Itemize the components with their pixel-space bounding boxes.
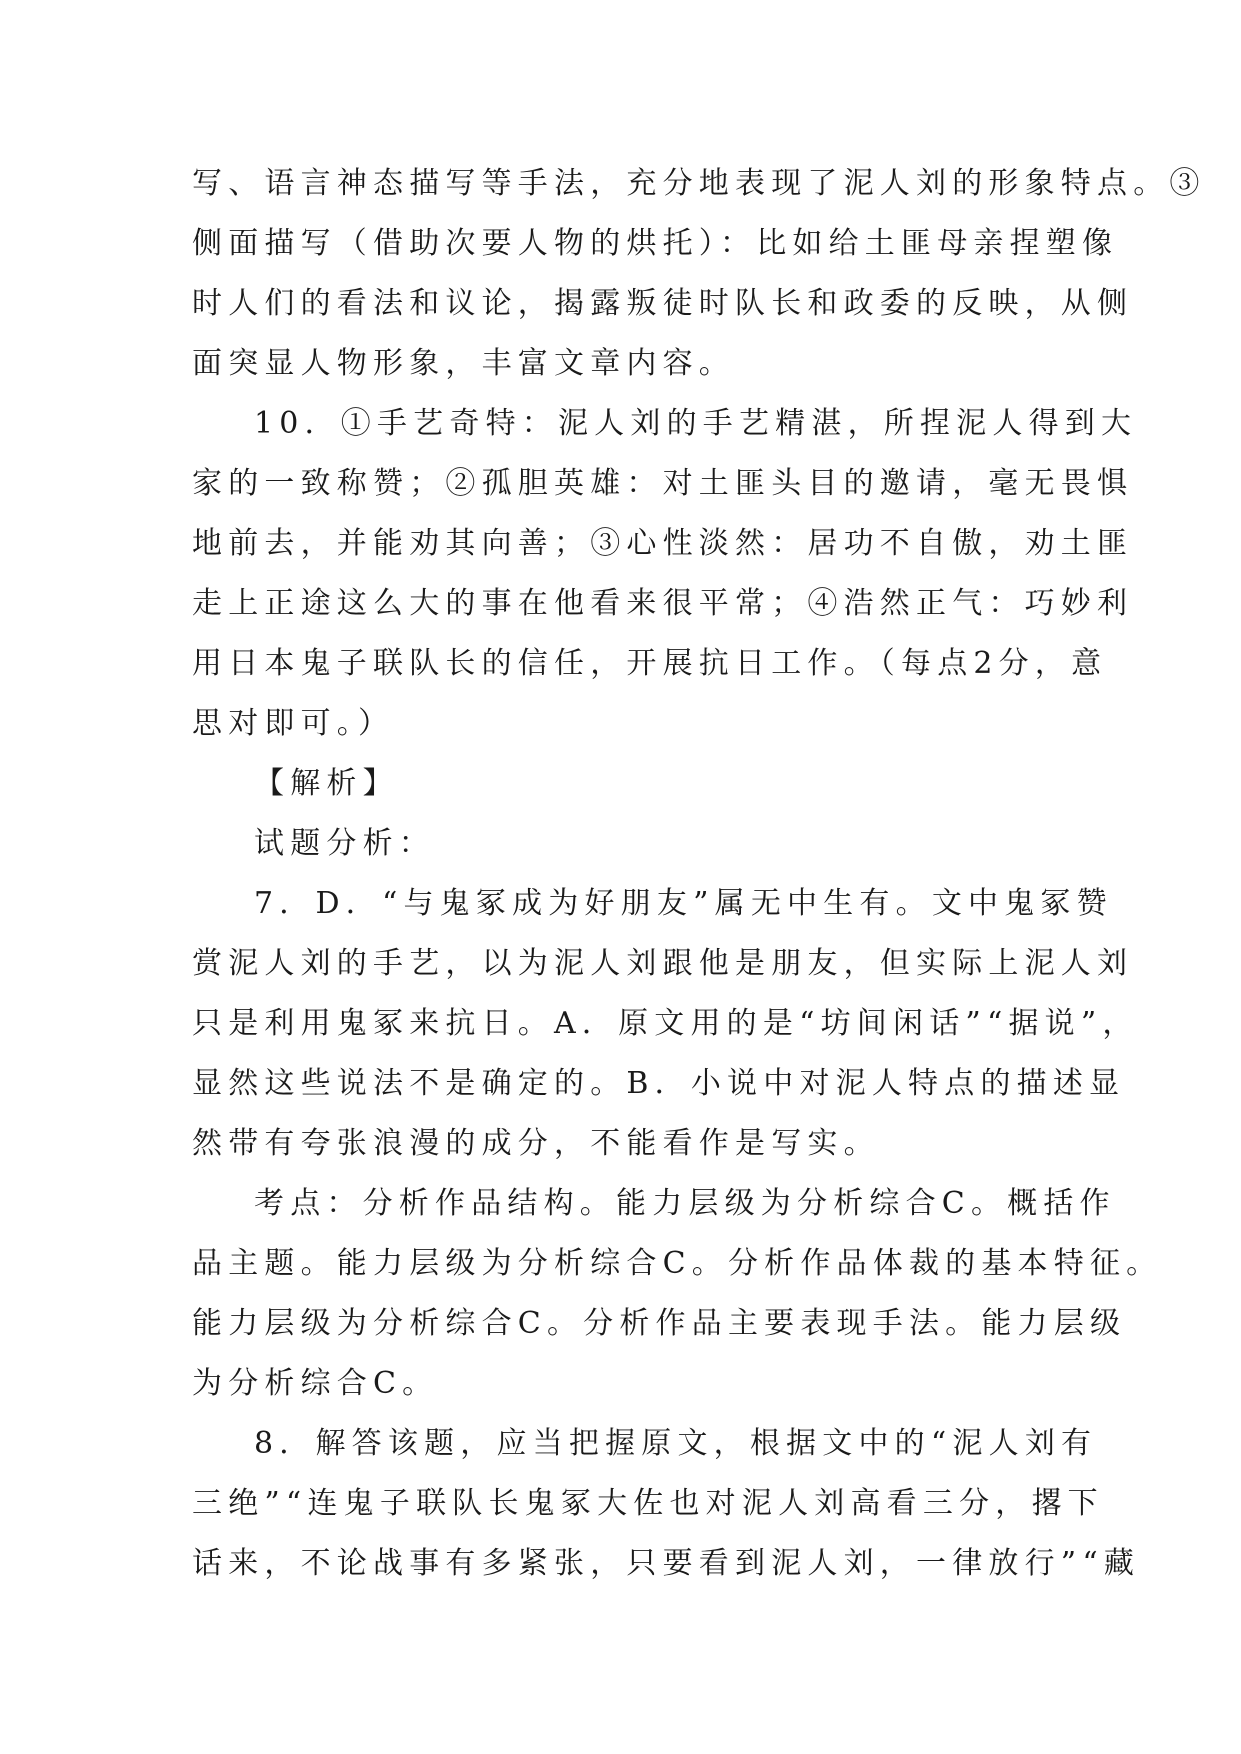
text-line: 写、语言神态描写等手法，充分地表现了泥人刘的形象特点。③ (192, 166, 1206, 201)
text-line: 7．D．“与鬼冢成为好朋友”属无中生有。文中鬼冢赞 (254, 886, 1113, 921)
text-line: 能力层级为分析综合C。分析作品主要表现手法。能力层级 (192, 1306, 1127, 1341)
section-heading: 【解析】 (254, 766, 399, 801)
text-line: 用日本鬼子联队长的信任，开展抗日工作。（每点2分，意 (192, 646, 1108, 681)
text-line: 显然这些说法不是确定的。B．小说中对泥人特点的描述显 (192, 1066, 1126, 1101)
text-line: 三绝”“连鬼子联队长鬼冢大佐也对泥人刘高看三分，撂下 (192, 1486, 1104, 1521)
text-line: 时人们的看法和议论，揭露叛徒时队长和政委的反映，从侧 (192, 286, 1134, 321)
text-line: 面突显人物形象，丰富文章内容。 (192, 346, 735, 381)
text-line: 为分析综合C。 (192, 1366, 439, 1401)
text-line: 试题分析： (254, 826, 435, 861)
text-line: 赏泥人刘的手艺，以为泥人刘跟他是朋友，但实际上泥人刘 (192, 946, 1134, 981)
text-line: 10．①手艺奇特：泥人刘的手艺精湛，所捏泥人得到大 (254, 406, 1138, 441)
text-line: 家的一致称赞；②孤胆英雄：对土匪头目的邀请，毫无畏惧 (192, 466, 1134, 501)
text-line: 8．解答该题，应当把握原文，根据文中的“泥人刘有 (254, 1426, 1098, 1461)
document-body (192, 154, 1206, 1594)
text-line: 品主题。能力层级为分析综合C。分析作品体裁的基本特征。 (192, 1246, 1163, 1281)
text-line: 侧面描写（借助次要人物的烘托）：比如给土匪母亲捏塑像 (192, 226, 1119, 261)
text-line: 只是利用鬼冢来抗日。A．原文用的是“坊间闲话”“据说”， (192, 1006, 1139, 1041)
text-line: 思对即可。） (192, 706, 395, 741)
text-line: 考点：分析作品结构。能力层级为分析综合C。概括作 (254, 1186, 1116, 1221)
text-line: 然带有夸张浪漫的成分，不能看作是写实。 (192, 1126, 880, 1161)
text-line: 地前去，并能劝其向善；③心性淡然：居功不自傲，劝土匪 (192, 526, 1134, 561)
text-line: 话来，不论战事有多紧张，只要看到泥人刘，一律放行”“藏 (192, 1546, 1141, 1581)
text-line: 走上正途这么大的事在他看来很平常；④浩然正气：巧妙利 (192, 586, 1134, 621)
